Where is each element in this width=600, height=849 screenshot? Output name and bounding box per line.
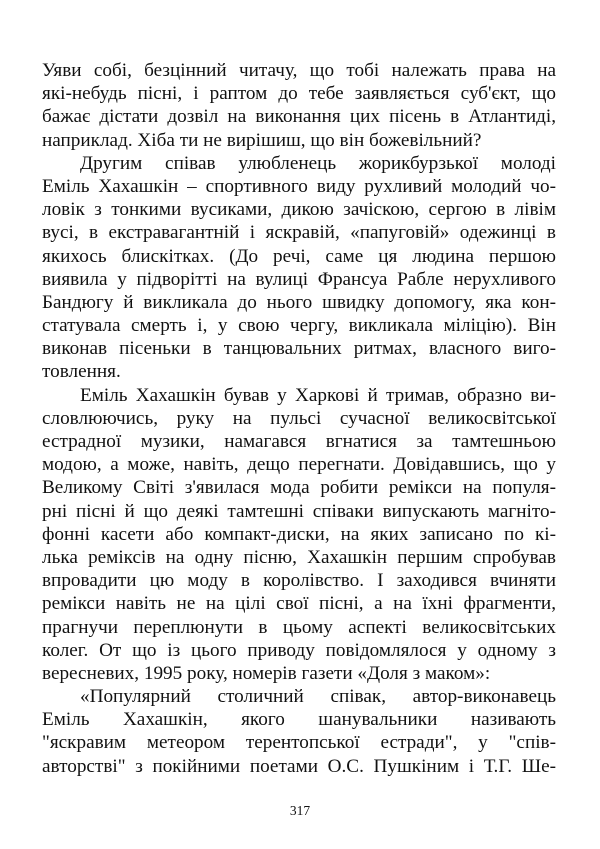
text-line: Бандюгу й викликала до нього швидку допомогу, яка кон- [42,291,556,313]
text-line: Еміль Хахашкін бував у Харкові й тримав, образно ви- [80,384,556,406]
text-line: виконав пісеньки в танцювальних ритмах, власного виго- [42,338,556,360]
text-line: рні пісні й що деякі тамтешні співаки випускають магніто- [42,500,556,522]
paragraph [42,685,556,778]
paragraph [42,152,556,384]
text-line: Еміль Хахашкін, якого шанувальники називають [42,709,556,731]
text-line: естрадної музики, намагався вгнатися за тамтешньою [42,431,556,452]
text-line: прагнучи переплюнути в цьому аспекті великосвітських [42,616,556,638]
page-number: 317 [289,803,311,818]
text-line: фонні касети або компакт-диски, на яких записано по кі- [42,523,556,545]
text-line: "яскравим метеором терентопської естради", у "спів- [42,732,556,754]
text-line: Еміль Хахашкін – спортивного виду рухливий молодий чо- [42,175,556,197]
text-line: «Популярний столичний співак, автор-виконавець [80,686,556,708]
text-line: товлення. [42,361,121,383]
text-line: якихось блискітках. (До речі, саме ця людина першою [42,245,556,267]
text-line: Уяви собі, безцінний читачу, що тобі належать права на [42,60,556,81]
text-line: словлюючись, руку на пульсі сучасної великосвітської [42,407,556,429]
text-line: модою, а може, навіть, дещо перегнати. Довідавшись, що у [42,454,556,476]
text-line: лька реміксів на одну пісню, Хахашкін першим спробував [42,546,556,568]
paragraph [42,59,556,152]
text-line: Великому Світі з'явилася мода робити ремікси на популя- [42,477,556,499]
text-line: колег. От що із цього приводу повідомлялося у одному з [42,639,556,661]
text-line: вусі, в екстравагантній і яскравій, «папуговій» одежинці в [42,222,556,244]
text-line: наприклад. Хіба ти не вирішиш, що він божевільний? [42,129,482,151]
text-line: ловік з тонкими вусиками, дикою зачіскою, сергою в лівім [42,199,556,221]
text-line: ремікси навіть не на цілі свої пісні, а на їхні фрагменти, [42,593,556,615]
text-line: які-небудь пісні, і раптом до тебе заявляється суб'єкт, що [42,83,556,105]
paragraph [42,384,556,685]
text-line: статувала смерть і, у свою чергу, викликала міліцію). Він [42,315,556,337]
text-line: виявила у підворітті на вулиці Франсуа Рабле нерухливого [42,268,556,290]
text-line: Другим співав улюбленець жорикбурзької молоді [80,152,556,174]
text-line: впровадити цю моду в королівство. І заходився вчиняти [42,570,556,592]
text-line: авторстві" з покійними поетами О.С. Пушкіним і Т.Г. Ше- [42,755,556,777]
text-line: вересневих, 1995 року, номерів газети «Доля з маком»: [42,662,491,684]
text-line: бажає дістати дозвіл на виконання цих пісень в Атлантиді, [42,106,556,128]
body-text [42,59,556,778]
